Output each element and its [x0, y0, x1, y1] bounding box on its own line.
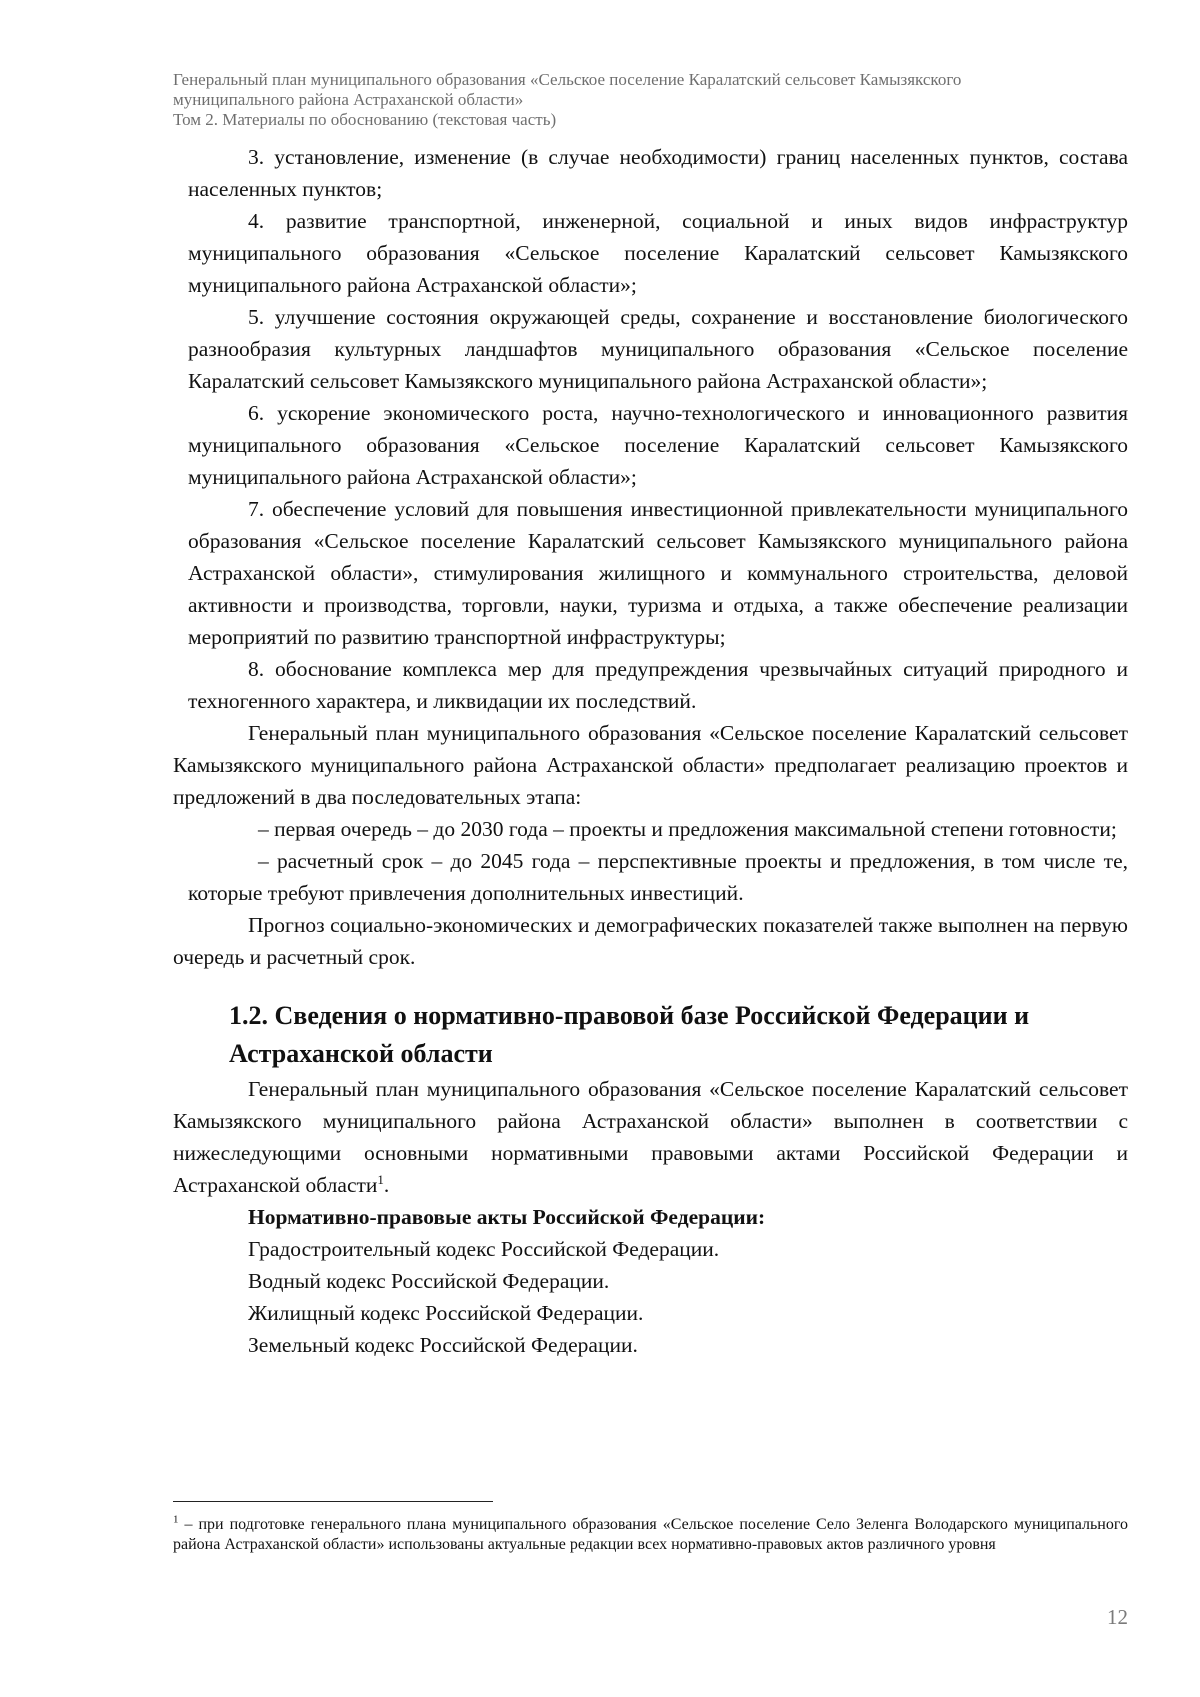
footnote-reference[interactable]: 1	[377, 1171, 384, 1187]
list-item: 6. ускорение экономического роста, научно-технологического и инновационного развития муниципального образования «Сельское поселение Каралатский сельсовет Камызякского муниципального района Астраханской области»;	[188, 401, 1128, 489]
list-item: 5. улучшение состояния окружающей среды, сохранение и восстановление биологического разнообразия культурных ландшафтов муниципального образования «Сельское поселение Каралатский сельсовет Камызякского муниципального района Астраханской области»;	[188, 305, 1128, 393]
forecast-paragraph: Прогноз социально-экономических и демографических показателей также выполнен на первую очередь и расчетный срок.	[173, 913, 1128, 969]
list-item: 8. обоснование комплекса мер для предупреждения чрезвычайных ситуаций природного и техногенного характера, и ликвидации их последствий.	[188, 657, 1128, 713]
section-intro-paragraph	[173, 1073, 1128, 1201]
footnote-separator	[173, 1501, 493, 1502]
act-item: Жилищный кодекс Российской Федерации.	[248, 1301, 644, 1325]
list-item: 7. обеспечение условий для повышения инвестиционной привлекательности муниципального образования «Сельское поселение Каралатский сельсовет Камызякского муниципального района Астраханской области», стимулирования жилищного и коммунального строительства, деловой активности и производства, торговли, науки, туризма и отдыха, а также обеспечение реализации мероприятий по развитию транспортной инфраструктуры;	[188, 497, 1128, 649]
main-text	[173, 141, 1128, 1361]
page-number: 12	[1107, 1605, 1128, 1629]
stage-item: – расчетный срок – до 2045 года – перспективные проекты и предложения, в том числе те, которые требуют привлечения дополнительных инвестиций.	[188, 849, 1128, 905]
header-line-1: Генеральный план муниципального образования «Сельское поселение Каралатский сельсовет Камызякского	[173, 70, 962, 89]
act-item: Градостроительный кодекс Российской Федерации.	[248, 1237, 720, 1261]
act-item: Водный кодекс Российской Федерации.	[248, 1269, 610, 1293]
footnote	[173, 1515, 1128, 1555]
stages-intro-paragraph: Генеральный план муниципального образования «Сельское поселение Каралатский сельсовет Камызякского муниципального района Астраханской области» предполагает реализацию проектов и предложений в два последовательных этапа:	[173, 721, 1128, 809]
list-item: 3. установление, изменение (в случае необходимости) границ населенных пунктов, состава населенных пунктов;	[188, 145, 1128, 201]
header-line-3: Том 2. Материалы по обоснованию (текстовая часть)	[173, 110, 557, 129]
section-intro-text: Генеральный план муниципального образования «Сельское поселение Каралатский сельсовет Камызякского муниципального района Астраханской области» выполнен в соответствии с нижеследующими основными нормативными правовыми актами Российской Федерации и Астраханской области	[173, 1077, 1128, 1197]
section-heading: 1.2. Сведения о нормативно-правовой базе Российской Федерации и Астраханской области	[229, 1001, 1030, 1068]
stage-item: – первая очередь – до 2030 года – проекты и предложения максимальной степени готовности;	[258, 817, 1117, 841]
running-header	[173, 70, 1128, 130]
acts-title: Нормативно-правовые акты Российской Федерации:	[248, 1205, 766, 1229]
header-line-2: муниципального района Астраханской области»	[173, 90, 524, 109]
section-intro-end: .	[383, 1173, 390, 1197]
footnote-text: – при подготовке генерального плана муниципального образования «Сельское поселение Село Зеленга Володарского муниципального района Астраханской области» использованы актуальные редакции всех нормативно-правовых актов различного уровня	[173, 1516, 1128, 1553]
footnote-mark: 1	[173, 1513, 179, 1526]
list-item: 4. развитие транспортной, инженерной, социальной и иных видов инфраструктур муниципального образования «Сельское поселение Каралатский сельсовет Камызякского муниципального района Астраханской области»;	[188, 209, 1128, 297]
act-item: Земельный кодекс Российской Федерации.	[248, 1333, 638, 1357]
